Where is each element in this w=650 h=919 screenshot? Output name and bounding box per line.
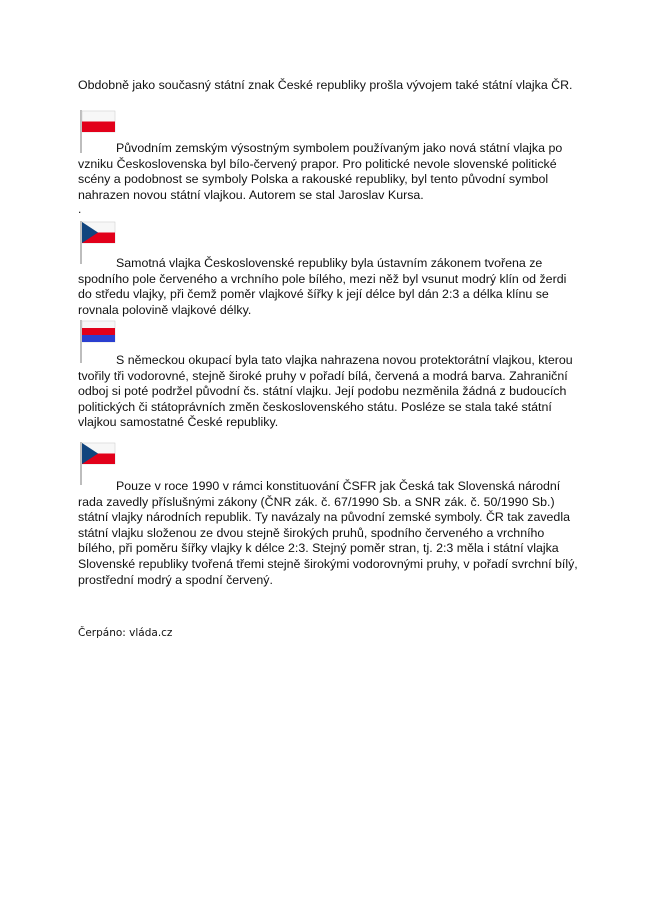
stray-mark: . (78, 202, 82, 216)
section-2-paragraph: Samotná vlajka Československé republiky byla ústavním zákonem tvořena ze spodního pole červeného a vrchního pole bílého, mezi něž byl vsunut modrý klín od žerdi do středu vlajky, při čemž poměr vlajkové šířky k její délce byl dán 2:3 a délka klínu se rovnala polovině vlajkové délky. (78, 256, 567, 317)
section-1-paragraph: Původním zemským výsostným symbolem používaným jako nová státní vlajka po vzniku Československa byl bílo-červený prapor. Pro politické nevole slovenské politické scény a podobnost se symboly Polska a rakouské republiky, byl tento původní symbol nahrazen novou státní vlajkou. Autorem se stal Jaroslav Kursa. (78, 141, 563, 202)
section-4-paragraph: Pouze v roce 1990 v rámci konstituování ČSFR jak Česká tak Slovenská národní rada zavedly příslušnými zákony (ČNR zák. č. 67/1990 Sb. a SNR zák. č. 50/1990 Sb.) státní vlajky národních republik. Ty navázaly na původní zemské symboly. ČR tak zavedla státní vlajku složenou ze dvou stejně širokých pruhů, spodního červeného a vrchního bílého, při poměru šířky vlajky k délce 2:3. Stejný poměr stran, tj. 2:3 měla i státní vlajka Slovenské republiky tvořená třemi stejně širokými vodorovnými pruhy, v pořadí svrchní bílý, prostřední modrý a spodní červený. (78, 479, 578, 587)
intro-paragraph: Obdobně jako současný státní znak České republiky prošla vývojem také státní vlajka ČR. (78, 78, 573, 92)
section-3-paragraph: S německou okupací byla tato vlajka nahrazena novou protektorátní vlajkou, kterou tvořily tři vodorovné, stejně široké pruhy v pořadí bílá, červená a modrá barva. Zahraniční odboj si poté podržel původní čs. státní vlajku. Její podobu nezměnila žádná z budoucích politických či státoprávních změn československého státu. Posléze se stala také státní vlajkou samostatné České republiky. (78, 353, 573, 430)
source-credit: Čerpáno: vláda.cz (78, 627, 173, 639)
